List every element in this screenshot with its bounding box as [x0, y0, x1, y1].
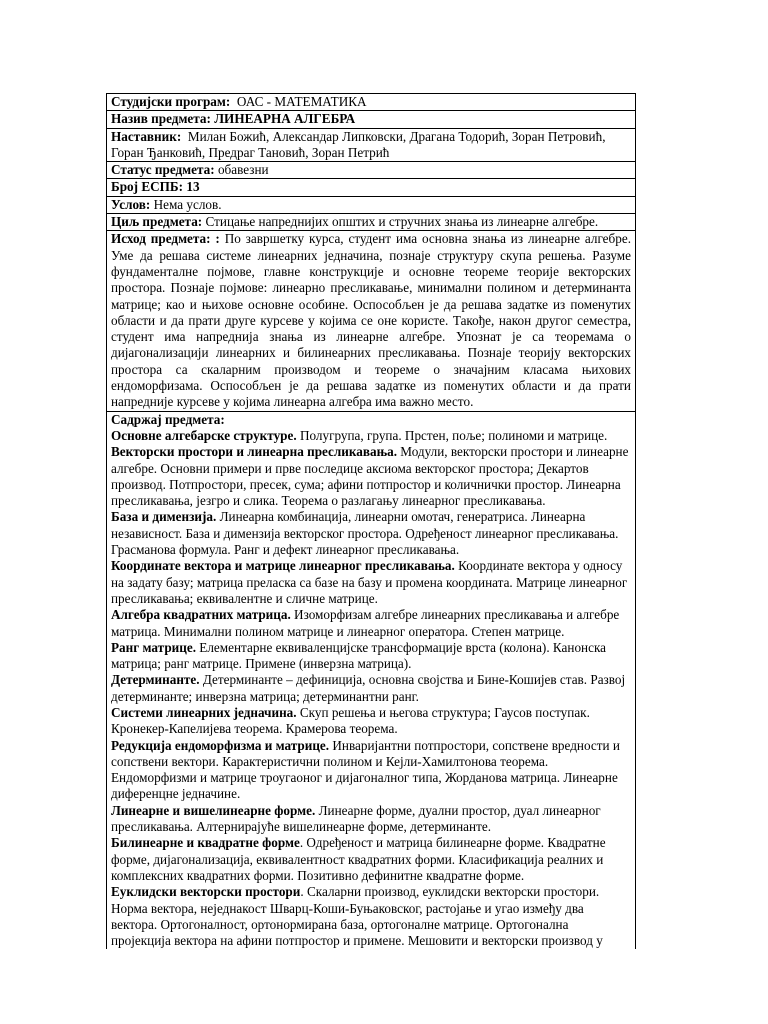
- topic-coordinates: [111, 558, 631, 607]
- course-name-cell: [107, 111, 636, 128]
- topic-title: Векторски простори и линеарна пресликавања.: [111, 444, 397, 460]
- course-goal-label: Циљ предмета: [111, 214, 198, 230]
- topic-text: Модули, векторски простори и линеарне алгебре. Основни примери и прве последице аксиома векторског простора; Декартов производ. Потпростори, пресек, сума; афини потпростор и количнички простор. Линеарна пресликавања, језгро и слика. Теорема о разлагању линеарног пресликавања.: [111, 444, 629, 509]
- course-content-sep: :: [220, 411, 225, 427]
- course-outcome-value: По завршетку курса, студент има основна знања из линеарне алгебре. Уме да решава системе линеарних једначина, познаје структуру скупа решења. Разуме фундаменталне појмове, главне конструкције и основне теореме теорије векторских простора. Познаје појмове: линеарно пресликавање, минимални полином и детерминанта матрице; као и њихове основне особине. Оспособљен је да решава задатке из поменутих области и да прати друге курсеве у којима се оне користе. Такође, након другог семестра, студент има напреднија знања из линеарне алгебре. Упознат је са теоремама о дијагонализацији линеарних и билинеарних пресликавања. Познаје теорију векторских простора са скаларним производом и теореме о значајним класама њихових ендоморфизама. Оспособљен је да решава задатке из поменутих области и да прати напредније курсеве у којима линеарна алгебра има важно место.: [111, 231, 631, 410]
- course-name-sep: :: [206, 111, 215, 127]
- row-ects: [107, 179, 636, 196]
- course-name-label: Назив предмета: [111, 111, 207, 127]
- topic-text: Скуп решења и његова структура; Гаусов поступак. Кронекер-Капелијева теорема. Крамерова теорема.: [111, 704, 590, 737]
- course-outcome-label: Исход предмета: [111, 231, 207, 247]
- topic-square-matrices: [111, 607, 631, 640]
- topic-title: Координате вектора и матрице линеарног пресликавања.: [111, 558, 455, 574]
- topic-text: . Одређеност и матрица билинеарне форме. Квадратне форме, дијагонализација, еквивалентност квадратних форми. Класификација реалних и комплексних квадратних форми. Позитивно дефинитне квадратне форме.: [111, 835, 606, 883]
- topic-title: Основне алгебарске структуре.: [111, 427, 297, 443]
- topic-title: Алгебра квадратних матрица.: [111, 607, 291, 623]
- ects-cell: [107, 179, 636, 196]
- topic-title: Детерминанте.: [111, 672, 200, 688]
- course-outcome-sep: : :: [206, 231, 225, 247]
- prerequisite-cell: [107, 196, 636, 213]
- ects-value: 13: [186, 179, 200, 195]
- course-goal-sep: :: [197, 214, 206, 230]
- row-study-program: [107, 94, 636, 111]
- syllabus-table: [106, 93, 636, 949]
- course-status-value: обавезни: [217, 162, 269, 178]
- topic-matrix-rank: [111, 640, 631, 673]
- topic-title: Редукција ендоморфизма и матрице.: [111, 737, 330, 753]
- topic-title: Билинеарне и квадратне форме: [111, 835, 300, 851]
- topic-euclidean-spaces: [111, 884, 631, 949]
- topic-vector-spaces: [111, 444, 631, 509]
- topic-determinants: [111, 672, 631, 705]
- course-content-cell: [107, 411, 636, 949]
- topic-basis-dimension: [111, 509, 631, 558]
- topic-multilinear-forms: [111, 803, 631, 836]
- topic-text: Линеарне форме, дуални простор, дуал линеарног пресликавања. Алтернирајуће вишелинеарне форме, детерминанте.: [111, 802, 601, 835]
- course-outcome-cell: [107, 231, 636, 411]
- topic-basic-structures: [111, 428, 631, 444]
- topic-text: Линеарна комбинација, линеарни омотач, генератриса. Линеарна независност. База и димензија векторског простора. Одређеност линеарног пресликавања. Грасманова формула. Ранг и дефект линеарног пресликавања.: [111, 509, 619, 558]
- prerequisite-label: Услов: [111, 196, 146, 212]
- course-goal-cell: [107, 214, 636, 231]
- course-status-label: Статус предмета: [111, 162, 211, 178]
- row-teachers: [107, 128, 636, 162]
- topic-title: Еуклидски векторски простори: [111, 884, 301, 900]
- row-course-goal: [107, 214, 636, 231]
- topic-title: Ранг матрице.: [111, 639, 196, 655]
- topic-text: Детерминанте – дефиниција, основна својства и Бине-Кошијев став. Развој детерминанте; инверзна матрица; детерминантни ранг.: [111, 672, 626, 704]
- row-course-status: [107, 162, 636, 179]
- teachers-label: Наставник: [111, 128, 177, 144]
- topic-bilinear-forms: [111, 835, 631, 884]
- teachers-value: Милан Божић, Александар Липковски, Драгана Тодорић, Зоран Петровић, Горан Ђанковић, Предраг Тановић, Зоран Петрић: [111, 128, 606, 160]
- course-status-sep: :: [210, 162, 218, 178]
- study-program-cell: [107, 94, 636, 111]
- study-program-label: Студијски програм: [111, 94, 226, 109]
- course-content-label: Садржај предмета: [111, 411, 221, 427]
- row-prerequisite: [107, 196, 636, 213]
- ects-label: Број ЕСПБ: [111, 179, 179, 195]
- topic-text: Полугрупа, група. Прстен, поље; полиноми и матрице.: [296, 427, 608, 443]
- course-status-cell: [107, 162, 636, 179]
- ects-sep: :: [178, 179, 187, 195]
- prerequisite-sep: :: [145, 196, 154, 212]
- topic-title: База и димензија.: [111, 509, 217, 525]
- row-course-outcome: [107, 231, 636, 411]
- row-course-name: [107, 111, 636, 128]
- topic-title: Системи линеарних једначина.: [111, 704, 297, 720]
- study-program-sep: :: [225, 94, 237, 109]
- teachers-sep: :: [176, 128, 188, 144]
- course-content-heading: [111, 412, 631, 428]
- topic-text: Координате вектора у односу на задату базу; матрица преласка са базе на базу и промена координата. Матрице линеарног пресликавања; еквивалентне и сличне матрице.: [111, 558, 628, 606]
- topic-text: Инваријантни потпростори, сопствене вредности и сопствени вектори. Карактеристични полином и Кејли-Хамилтонова теорема. Ендоморфизми и матрице троугаоног и дијагоналног типа, Жорданова матрица. Линеарне диференцне једначине.: [111, 737, 620, 802]
- topic-text: Елементарне еквиваленцијске трансформације врста (колона). Канонска матрица; ранг матрице. Примене (инверзна матрица).: [111, 639, 607, 672]
- topic-linear-systems: [111, 705, 631, 738]
- topic-reduction: [111, 738, 631, 803]
- course-goal-value: Стицање напреднијих општих и стручних знања из линеарне алгебре.: [205, 214, 599, 230]
- row-course-content: [107, 411, 636, 949]
- teachers-cell: [107, 128, 636, 162]
- topic-text: . Скаларни производ, еуклидски векторски простори. Норма вектора, неједнакост Шварц-Коши-Буњаковског, растојање и угао између два вектора. Ортогоналност, ортонормирана база, ортогоналне матрице. Ортогонална пројекција вектора на афини потпростор и примене. Мешовити и векторски производ у: [111, 884, 603, 949]
- prerequisite-value: Нема услов.: [153, 196, 222, 212]
- course-name-value: ЛИНЕАРНА АЛГЕБРА: [214, 111, 356, 127]
- study-program-value: ОАС - МАТЕМАТИКА: [236, 94, 367, 109]
- topic-text: Изоморфизам алгебре линеарних пресликавања и алгебре матрица. Минимални полином матрице и линеарног оператора. Степен матрице.: [111, 607, 620, 639]
- topic-title: Линеарне и вишелинеарне форме.: [111, 802, 316, 818]
